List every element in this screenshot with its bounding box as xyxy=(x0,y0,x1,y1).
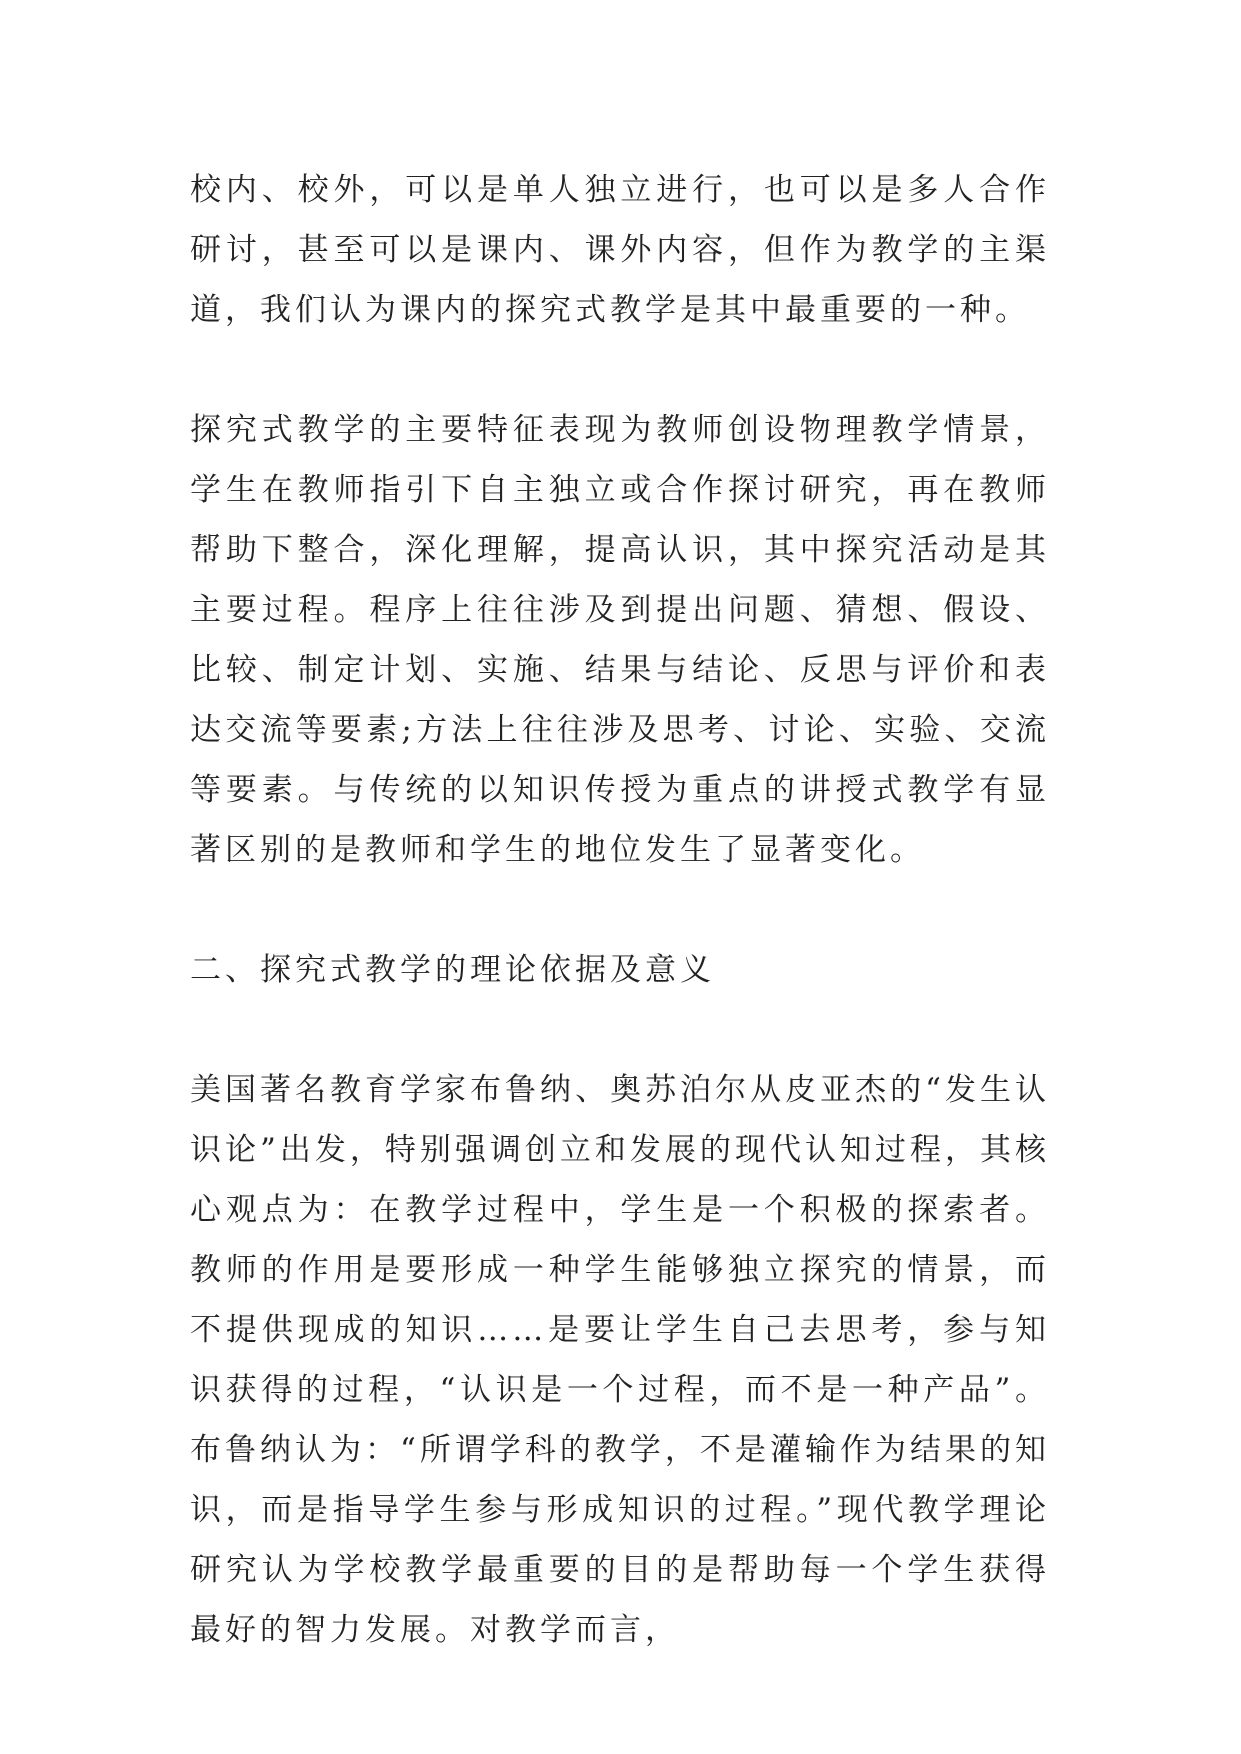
paragraph: 校内、校外，可以是单人独立进行，也可以是多人合作研讨，甚至可以是课内、课外内容，但作为教学的主渠道，我们认为课内的探究式教学是其中最重要的一种。 xyxy=(190,172,1050,328)
paragraph: 探究式教学的主要特征表现为教师创设物理教学情景，学生在教师指引下自主独立或合作探讨研究，再在教师帮助下整合，深化理解，提高认识，其中探究活动是其主要过程。程序上往往涉及到提出问题、猜想、假设、比较、制定计划、实施、结果与结论、反思与评价和表达交流等要素;方法上往往涉及思考、讨论、实验、交流等要素。与传统的以知识传授为重点的讲授式教学有显著区别的是教师和学生的地位发生了显著变化。 xyxy=(190,412,1050,868)
paragraph-gap xyxy=(190,340,1050,400)
document-page xyxy=(190,160,1050,1660)
paragraph-gap xyxy=(190,880,1050,940)
paragraph: 美国著名教育学家布鲁纳、奥苏泊尔从皮亚杰的“发生认识论”出发，特别强调创立和发展的现代认知过程，其核心观点为：在教学过程中，学生是一个积极的探索者。教师的作用是要形成一种学生能够独立探究的情景，而不提供现成的知识……是要让学生自己去思考，参与知识获得的过程，“认识是一个过程，而不是一种产品”。布鲁纳认为：“所谓学科的教学，不是灌输作为结果的知识，而是指导学生参与形成知识的过程。”现代教学理论研究认为学校教学最重要的目的是帮助每一个学生获得最好的智力发展。对教学而言， xyxy=(190,1072,1050,1648)
section-heading: 二、探究式教学的理论依据及意义 xyxy=(190,952,715,988)
paragraph-gap xyxy=(190,1000,1050,1060)
